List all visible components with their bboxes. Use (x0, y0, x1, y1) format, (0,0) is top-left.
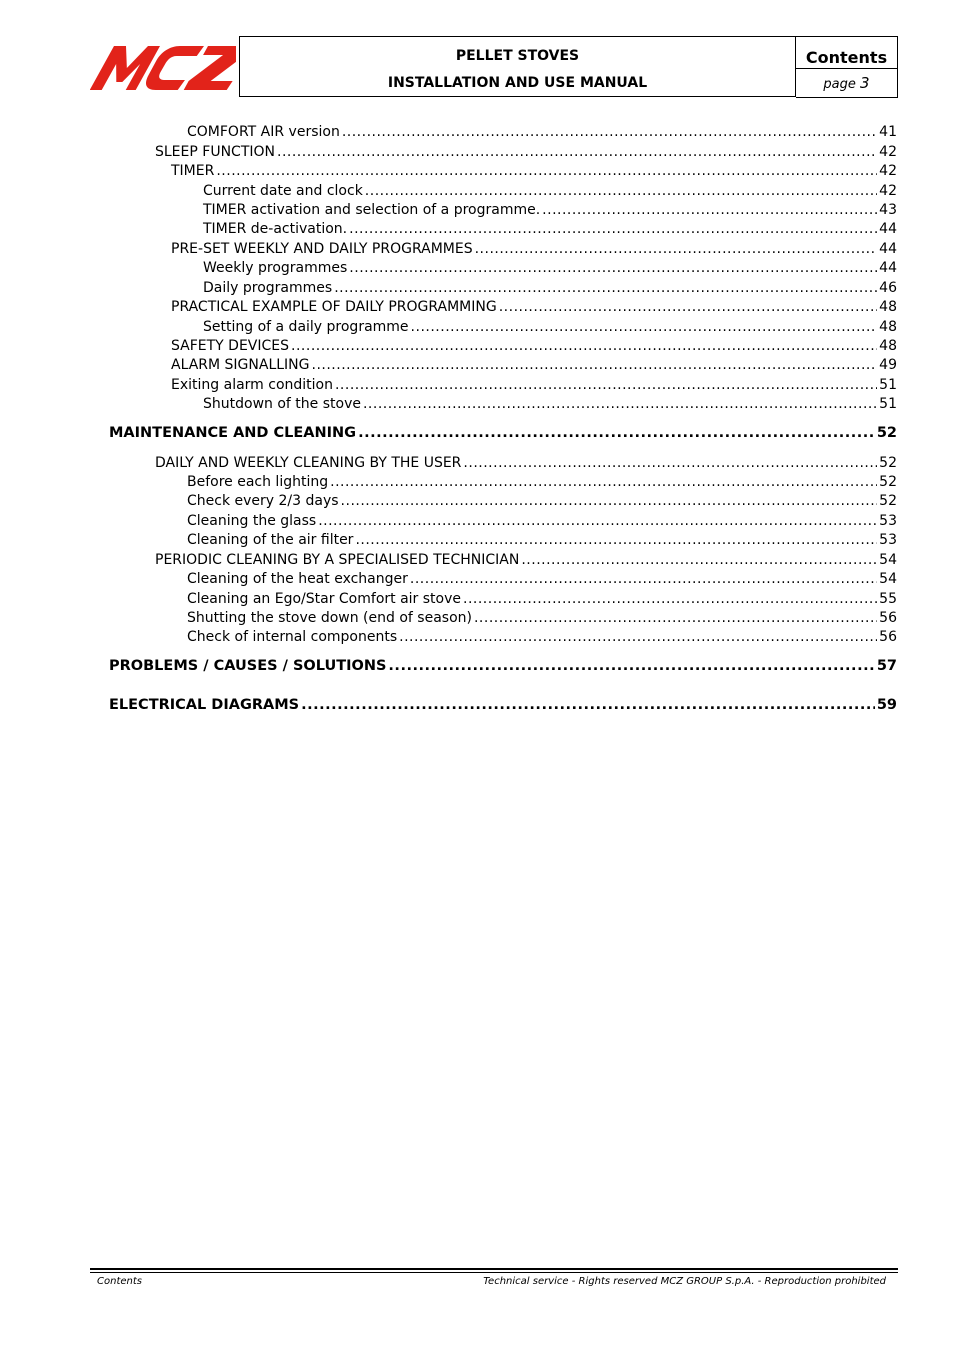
footer-copyright: Technical service - Rights reserved MCZ GROUP S.p.A. - Reproduction prohibited (483, 1276, 886, 1287)
toc-entry[interactable]: SLEEP FUNCTION ..... 42 (155, 143, 897, 162)
toc-entry[interactable]: Cleaning an Ego/Star Comfort air stove ..... 55 (187, 590, 897, 609)
toc-entry[interactable]: Setting of a daily programme ..... 48 (203, 318, 897, 337)
footer-rule (90, 1268, 898, 1270)
toc-entry[interactable]: TIMER activation and selection of a programme. ..... 43 (203, 201, 897, 220)
toc-entry[interactable]: Check every 2/3 days ..... 52 (187, 492, 897, 511)
toc-entry[interactable]: TIMER ..... 42 (171, 162, 897, 181)
page-number: 3 (860, 74, 870, 92)
toc-chapter[interactable]: MAINTENANCE AND CLEANING ..... 52 (109, 424, 897, 443)
toc-entry[interactable]: Check of internal components ..... 56 (187, 628, 897, 647)
toc-chapter[interactable]: PROBLEMS / CAUSES / SOLUTIONS ..... 57 (109, 657, 897, 676)
toc-entry[interactable]: TIMER de-activation. ..... 44 (203, 220, 897, 239)
toc-entry[interactable]: DAILY AND WEEKLY CLEANING BY THE USER ..... 52 (155, 454, 897, 473)
toc-entry[interactable]: Shutting the stove down (end of season) ..... 56 (187, 609, 897, 628)
footer-section: Contents (97, 1276, 142, 1287)
page-indicator (796, 74, 897, 92)
toc-entry[interactable]: Cleaning of the air filter ..... 53 (187, 531, 897, 550)
header-title-box (239, 36, 796, 97)
toc-entry[interactable]: Cleaning the glass ..... 53 (187, 512, 897, 531)
toc-entry[interactable]: Shutdown of the stove ..... 51 (203, 395, 897, 414)
header-line1: PELLET STOVES (455, 48, 580, 64)
header-section-box (796, 36, 898, 98)
section-title: Contents (796, 37, 897, 69)
toc-entry[interactable]: PERIODIC CLEANING BY A SPECIALISED TECHNICIAN ..... 54 (155, 551, 897, 570)
toc-entry[interactable]: Current date and clock ..... 42 (203, 182, 897, 201)
toc-entry[interactable]: Exiting alarm condition ..... 51 (171, 376, 897, 395)
toc-entry[interactable]: SAFETY DEVICES ..... 48 (171, 337, 897, 356)
page-label: page (823, 77, 856, 92)
toc-entry[interactable]: Cleaning of the heat exchanger ..... 54 (187, 570, 897, 589)
toc-entry[interactable]: Weekly programmes ..... 44 (203, 259, 897, 278)
footer-rule-thin (90, 1272, 898, 1273)
toc-entry[interactable]: Before each lighting ..... 52 (187, 473, 897, 492)
toc-entry[interactable]: PRACTICAL EXAMPLE OF DAILY PROGRAMMING ..... 48 (171, 298, 897, 317)
header-line2: INSTALLATION AND USE MANUAL (387, 75, 648, 91)
toc-entry[interactable]: ALARM SIGNALLING ..... 49 (171, 356, 897, 375)
toc-entry[interactable]: PRE-SET WEEKLY AND DAILY PROGRAMMES ..... 44 (171, 240, 897, 259)
toc-entry[interactable]: COMFORT AIR version ..... 41 (187, 123, 897, 142)
toc-chapter[interactable]: ELECTRICAL DIAGRAMS ..... 59 (109, 696, 897, 715)
mcz-logo (90, 46, 236, 90)
toc-entry[interactable]: Daily programmes ..... 46 (203, 279, 897, 298)
